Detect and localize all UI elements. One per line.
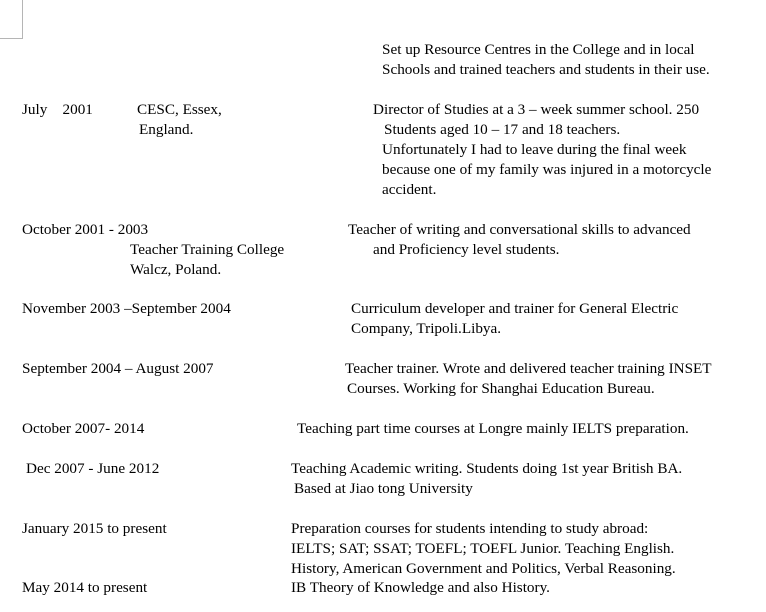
entry-date: January 2015 to present xyxy=(22,520,167,537)
entry-date: July 2001 xyxy=(22,101,93,118)
entry-description: Unfortunately I had to leave during the final week xyxy=(382,141,687,158)
top-block-line: Set up Resource Centres in the College and in local xyxy=(382,41,695,58)
entry-description: IB Theory of Knowledge and also History. xyxy=(291,579,550,596)
entry-description: Courses. Working for Shanghai Education Bureau. xyxy=(347,380,655,397)
entry-date: October 2001 - 2003 xyxy=(22,221,149,238)
entry-description: History, American Government and Politics, Verbal Reasoning. xyxy=(291,560,676,577)
entry-date: September 2004 – August 2007 xyxy=(22,360,214,377)
entry-description: Teacher of writing and conversational skills to advanced xyxy=(348,221,691,238)
entry-description: accident. xyxy=(382,181,437,198)
entry-date: October 2007- 2014 xyxy=(22,420,145,437)
entry-description: Curriculum developer and trainer for General Electric xyxy=(351,300,679,317)
top-block-line: Schools and trained teachers and students in their use. xyxy=(382,61,710,78)
entry-description: Preparation courses for students intending to study abroad: xyxy=(291,520,649,537)
entry-place: CESC, Essex, xyxy=(137,101,222,118)
entry-description: IELTS; SAT; SSAT; TOEFL; TOEFL Junior. Teaching English. xyxy=(291,540,675,557)
entry-description: Students aged 10 – 17 and 18 teachers. xyxy=(384,121,621,138)
crop-mark-vertical xyxy=(22,0,23,39)
entry-description: because one of my family was injured in a motorcycle xyxy=(382,161,712,178)
entry-description: Director of Studies at a 3 – week summer school. 250 xyxy=(373,101,700,118)
entry-description: Teaching part time courses at Longre mainly IELTS preparation. xyxy=(297,420,689,437)
crop-mark-horizontal xyxy=(0,38,22,39)
entry-place: Walcz, Poland. xyxy=(130,261,222,278)
entry-date: Dec 2007 - June 2012 xyxy=(26,460,160,477)
entry-date: November 2003 –September 2004 xyxy=(22,300,231,317)
entry-description: and Proficiency level students. xyxy=(373,241,560,258)
entry-description: Teaching Academic writing. Students doing 1st year British BA. xyxy=(291,460,683,477)
entry-place: England. xyxy=(139,121,194,138)
entry-date: May 2014 to present xyxy=(22,579,148,596)
entry-description: Based at Jiao tong University xyxy=(294,480,473,497)
entry-description: Company, Tripoli.Libya. xyxy=(351,320,502,337)
entry-place: Teacher Training College xyxy=(130,241,285,258)
entry-description: Teacher trainer. Wrote and delivered teacher training INSET xyxy=(345,360,712,377)
